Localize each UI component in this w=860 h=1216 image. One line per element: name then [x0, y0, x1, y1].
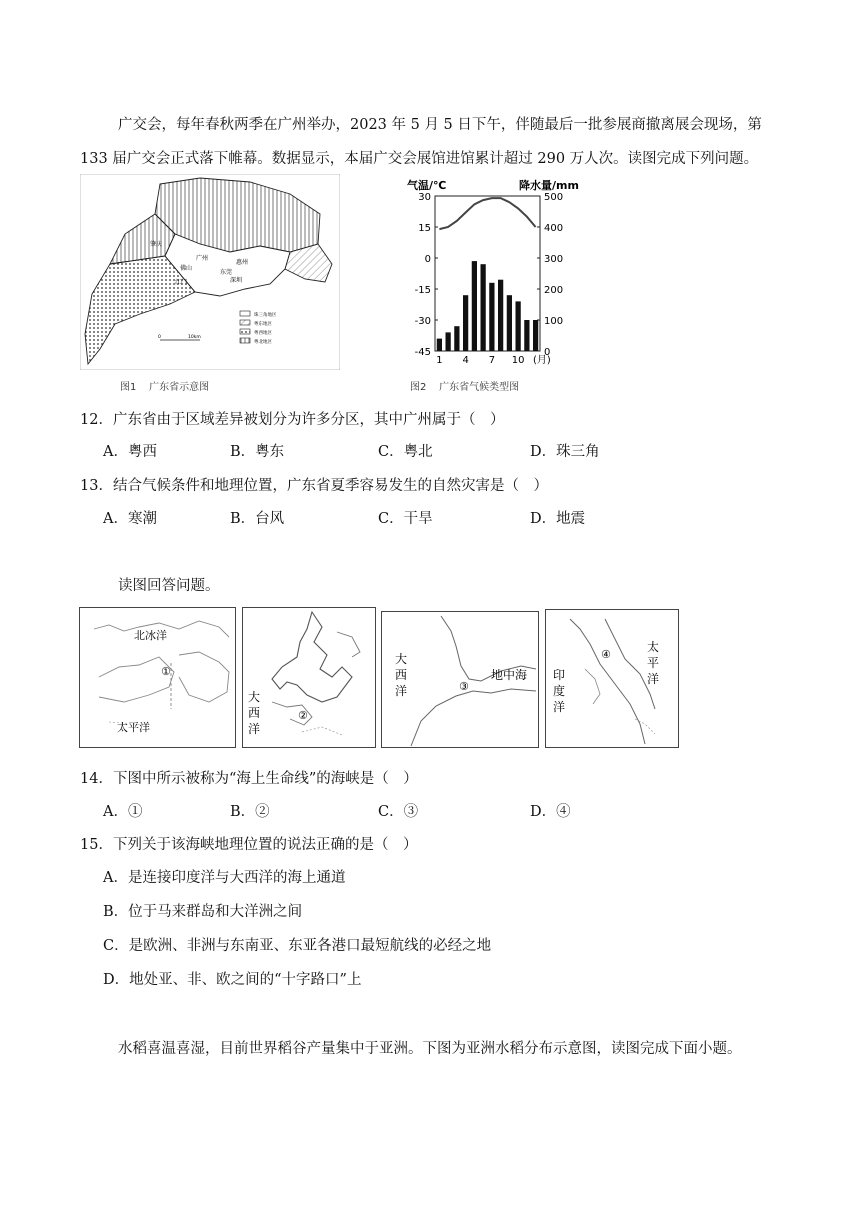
svg-text:0: 0 — [158, 335, 161, 340]
precipitation-bar — [472, 261, 477, 351]
precipitation-bar — [498, 280, 503, 351]
intro-line-2: 133 届广交会正式落下帷幕。数据显示，本届广交会展馆进馆累计超过 290 万人次。读图完成下列问题。 — [80, 151, 759, 167]
strait-map-4 — [545, 609, 679, 748]
precipitation-bar — [481, 264, 486, 351]
q12-stem: 12．广东省由于区域差异被划分为许多分区，其中广州属于（ ） — [80, 412, 505, 428]
left-tick-label: -45 — [414, 347, 431, 358]
strait-map-2 — [242, 607, 376, 748]
intro-line-1: 广交会，每年春秋两季在广州举办，2023 年 5 月 5 日下午，伴随最后一批参展商撤离展会现场，第 — [118, 117, 762, 133]
map3-ocean-char3: 洋 — [395, 684, 408, 698]
svg-text:深圳: 深圳 — [230, 277, 243, 284]
precipitation-bar — [446, 332, 451, 351]
precipitation-bar — [437, 339, 442, 351]
guangdong-map — [80, 174, 340, 370]
strait-map-1 — [79, 607, 236, 748]
svg-text:珠三角地区: 珠三角地区 — [254, 313, 277, 318]
precipitation-bar — [463, 295, 468, 351]
svg-text:江门: 江门 — [175, 279, 188, 286]
q15-stem: 15．下列关于该海峡地理位置的说法正确的是（ ） — [80, 837, 418, 853]
precipitation-bar — [454, 326, 459, 351]
q14-stem: 14．下图中所示被称为“海上生命线”的海峡是（ ） — [80, 771, 418, 787]
precipitation-bar — [507, 295, 512, 351]
map3-ocean-char1: 大 — [395, 652, 408, 666]
map1-ocean-top: 北冰洋 — [134, 629, 167, 642]
precip-axis-label: 降水量/mm — [519, 179, 579, 192]
left-tick-label: 15 — [418, 223, 431, 234]
q14-option-a[interactable]: A．① — [103, 804, 143, 820]
right-tick-label: 400 — [544, 223, 564, 234]
map2-ocean-line2: 西 — [248, 706, 261, 720]
svg-text:惠州: 惠州 — [236, 259, 249, 266]
q12-option-c[interactable]: C．粤北 — [378, 444, 433, 460]
right-tick-label: 100 — [544, 316, 564, 327]
q14-option-b[interactable]: B．② — [230, 804, 270, 820]
q12-option-b[interactable]: B．粤东 — [230, 444, 285, 460]
q12-option-d[interactable]: D．珠三角 — [530, 444, 600, 460]
q13-option-b[interactable]: B．台风 — [230, 511, 285, 527]
temp-axis-label: 气温/℃ — [407, 179, 447, 192]
map4-ocean-left-char2: 度 — [553, 684, 566, 698]
map4-ocean-right-char3: 洋 — [647, 672, 660, 686]
x-tick-label: 1 — [436, 355, 443, 366]
q15-option-b[interactable]: B．位于马来群岛和大洋洲之间 — [103, 904, 303, 920]
x-unit-label: (月) — [533, 355, 551, 366]
map2-ocean-line1: 大 — [248, 690, 261, 704]
right-tick-label: 0 — [544, 347, 551, 358]
q14-option-d[interactable]: D．④ — [530, 804, 571, 820]
svg-text:10km: 10km — [188, 335, 201, 340]
q13-option-c[interactable]: C．干旱 — [378, 511, 433, 527]
fig1-caption-text: 广东省示意图 — [149, 382, 210, 393]
svg-text:粤东地区: 粤东地区 — [254, 322, 272, 327]
map4-ocean-right-char2: 平 — [647, 656, 660, 670]
climate-chart — [405, 174, 590, 370]
svg-text:东莞: 东莞 — [220, 269, 233, 276]
intro2: 读图回答问题。 — [118, 578, 220, 594]
q15-option-c[interactable]: C．是欧洲、非洲与东南亚、东亚各港口最短航线的必经之地 — [103, 938, 492, 954]
strait-map-3 — [381, 611, 539, 748]
right-tick-label: 500 — [544, 192, 564, 203]
precipitation-bar — [524, 320, 529, 351]
map4-ocean-left-char1: 印 — [553, 668, 566, 682]
intro3: 水稻喜温喜湿，目前世界稻谷产量集中于亚洲。下图为亚洲水稻分布示意图，读图完成下面小题。 — [118, 1041, 742, 1057]
map1-mark: ① — [161, 665, 171, 678]
svg-text:广州: 广州 — [196, 255, 209, 262]
map1-ocean-bottom: 太平洋 — [117, 721, 150, 734]
fig2-caption — [410, 378, 519, 393]
precipitation-bar — [533, 320, 538, 351]
q13-option-a[interactable]: A．寒潮 — [103, 511, 157, 527]
q12-option-a[interactable]: A．粤西 — [103, 444, 157, 460]
left-tick-label: 0 — [424, 254, 431, 265]
right-tick-label: 200 — [544, 285, 564, 296]
fig1-caption — [120, 378, 209, 393]
map3-mark: ③ — [459, 680, 469, 693]
map4-ocean-right-char1: 太 — [647, 640, 660, 654]
svg-text:佛山: 佛山 — [180, 265, 193, 272]
climate-chart-figure — [405, 174, 590, 370]
svg-text:粤西地区: 粤西地区 — [254, 331, 272, 336]
map4-ocean-left-char3: 洋 — [553, 700, 566, 714]
q15-option-a[interactable]: A．是连接印度洋与大西洋的海上通道 — [103, 870, 346, 886]
fig2-caption-number: 图2 — [410, 382, 427, 393]
map2-mark: ② — [298, 709, 308, 722]
left-tick-label: 30 — [418, 192, 431, 203]
precipitation-bar — [516, 301, 521, 351]
q13-option-d[interactable]: D．地震 — [530, 511, 586, 527]
precipitation-bar — [489, 283, 494, 351]
guangdong-map-figure — [80, 174, 340, 370]
q13-stem: 13．结合气候条件和地理位置，广东省夏季容易发生的自然灾害是（ ） — [80, 478, 548, 494]
q15-option-d[interactable]: D．地处亚、非、欧之间的“十字路口”上 — [103, 972, 362, 988]
fig2-caption-text: 广东省气候类型图 — [439, 382, 520, 393]
map3-sea: 地中海 — [491, 668, 528, 682]
map3-ocean-char2: 西 — [395, 668, 408, 682]
left-tick-label: -30 — [414, 316, 431, 327]
svg-text:粤北地区: 粤北地区 — [254, 340, 272, 345]
left-tick-label: -15 — [414, 285, 431, 296]
q14-option-c[interactable]: C．③ — [378, 804, 419, 820]
temperature-line — [439, 198, 535, 229]
map4-mark: ④ — [601, 648, 611, 661]
x-tick-label: 7 — [488, 355, 496, 366]
right-tick-label: 300 — [544, 254, 564, 265]
fig1-caption-number: 图1 — [120, 382, 137, 393]
x-tick-label: 10 — [511, 355, 525, 366]
map2-ocean-line3: 洋 — [248, 722, 261, 736]
x-tick-label: 4 — [462, 355, 469, 366]
svg-text:肇庆: 肇庆 — [150, 241, 163, 248]
